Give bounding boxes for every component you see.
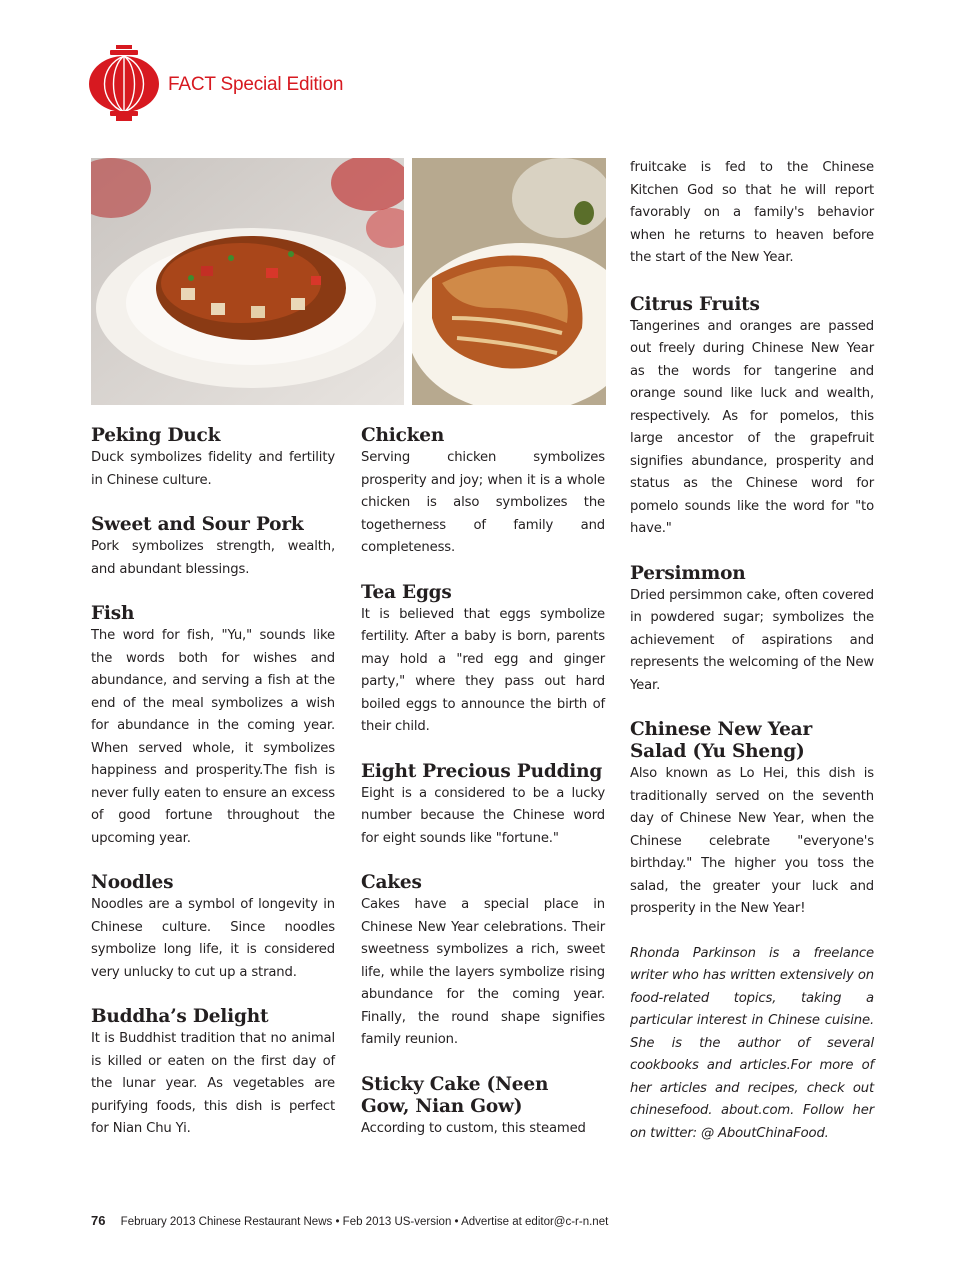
section-title: Chicken bbox=[361, 425, 445, 446]
article-section bbox=[630, 563, 874, 698]
page-header bbox=[88, 44, 388, 124]
article-section bbox=[91, 1006, 335, 1141]
section-title: Citrus Fruits bbox=[630, 293, 760, 315]
article-section bbox=[630, 294, 874, 541]
lantern-icon bbox=[88, 44, 160, 122]
article-section bbox=[361, 582, 605, 739]
footer-text: February 2013 Chinese Restaurant News • Feb 2013 US-version • Advertise at editor@c-r-n.net bbox=[120, 1216, 609, 1228]
section-body: Tangerines and oranges are passed out freely during Chinese New Year as the words for tangerine and orange sound like luck and wealth, respectively. As for pomelos, this large ancestor of the grapefruit signifies abundance, prosperity and status as the Chinese word for pomelo sounds like the word for "to have." bbox=[630, 318, 874, 536]
article-section bbox=[361, 425, 605, 560]
section-title: Fish bbox=[91, 603, 135, 624]
article-section bbox=[91, 425, 335, 492]
article-section bbox=[361, 872, 605, 1052]
article-section bbox=[91, 514, 335, 581]
section-title: Eight Precious Pudding bbox=[361, 760, 603, 782]
section-body: According to custom, this steamed bbox=[361, 1120, 586, 1136]
page-number: 76 bbox=[91, 1213, 106, 1228]
section-title: Buddha’s Delight bbox=[91, 1006, 269, 1027]
section-body: The word for fish, "Yu," sounds like the words both for wishes and abundance, and serving a fish at the end of the meal symbolizes a wish for abundance in the coming year. When served whole, it symbolizes happiness and prosperity.The fish is never fully eaten to ensure an excess of good fortune throughout the upcoming year. bbox=[91, 628, 335, 846]
section-title: Sweet and Sour Pork bbox=[91, 514, 304, 535]
section-body: Cakes have a special place in Chinese New Year celebrations. Their sweetness symbolizes a rich, sweet life, while the layers symbolize rising abundance for the coming year. Finally, the round shape signifies family reunion. bbox=[361, 897, 605, 1047]
section-body: Eight is a considered to be a lucky number because the Chinese word for eight sounds like "fortune." bbox=[361, 785, 605, 846]
article-section bbox=[361, 1074, 605, 1141]
section-title: Tea Eggs bbox=[361, 581, 452, 603]
article-section bbox=[630, 719, 874, 921]
section-body: Serving chicken symbolizes prosperity and joy; when it is a whole chicken is also symbolizes the togetherness of family and completeness. bbox=[361, 450, 605, 555]
article-section bbox=[91, 603, 335, 850]
peking-duck-photo bbox=[412, 158, 606, 405]
section-title: Persimmon bbox=[630, 562, 746, 584]
section-body: Noodles are a symbol of longevity in Chinese culture. Since noodles symbolize long life, it is considered very unlucky to cut up a strand. bbox=[91, 897, 335, 980]
section-body: It is believed that eggs symbolize fertility. After a baby is born, parents may hold a "red egg and ginger party," where they pass out hard boiled eggs to announce the birth of their child. bbox=[361, 606, 605, 734]
column-2 bbox=[361, 425, 605, 1140]
column-3 bbox=[630, 157, 874, 1145]
section-body: Duck symbolizes fidelity and fertility in Chinese culture. bbox=[91, 450, 335, 488]
section-title: Noodles bbox=[91, 872, 174, 893]
section-title: Peking Duck bbox=[91, 425, 221, 446]
article-section bbox=[361, 761, 605, 851]
section-body: Pork symbolizes strength, wealth, and abundant blessings. bbox=[91, 539, 335, 577]
section-title: Chinese New Year Salad (Yu Sheng) bbox=[630, 719, 812, 762]
section-title: Sticky Cake (Neen Gow, Nian Gow) bbox=[361, 1073, 549, 1117]
section-body: It is Buddhist tradition that no animal is killed or eaten on the first day of the lunar year. As vegetables are purifying foods, this dish is perfect for Nian Chu Yi. bbox=[91, 1031, 335, 1136]
edition-label: FACT Special Edition bbox=[168, 74, 344, 95]
author-bio: Rhonda Parkinson is a freelance writer who has written extensively on food-related topics, taking a particular interest in Chinese cuisine. She is the author of several cookbooks and articles.For more of her articles and recipes, check out chinesefood. about.com. Follow her on twitter: @ AboutChinaFood. bbox=[630, 945, 874, 1141]
page-footer bbox=[91, 1213, 608, 1228]
section-body: Dried persimmon cake, often covered in powdered sugar; symbolizes the achievement of aspirations and represents the welcoming of the New Year. bbox=[630, 587, 874, 693]
section-body: Also known as Lo Hei, this dish is traditionally served on the seventh day of Chinese New Year, when the Chinese celebrate "everyone's birthday." The higher you toss the salad, the greater your luck and prosperity in the New Year! bbox=[630, 766, 874, 916]
stir-fry-dish-photo bbox=[91, 158, 404, 405]
article-section bbox=[91, 872, 335, 984]
column-1 bbox=[91, 425, 335, 1141]
section-title: Cakes bbox=[361, 872, 422, 893]
continued-text: fruitcake is fed to the Chinese Kitchen God so that he will report favorably on a family's behavior when he returns to heaven before the start of the New Year. bbox=[630, 160, 874, 265]
